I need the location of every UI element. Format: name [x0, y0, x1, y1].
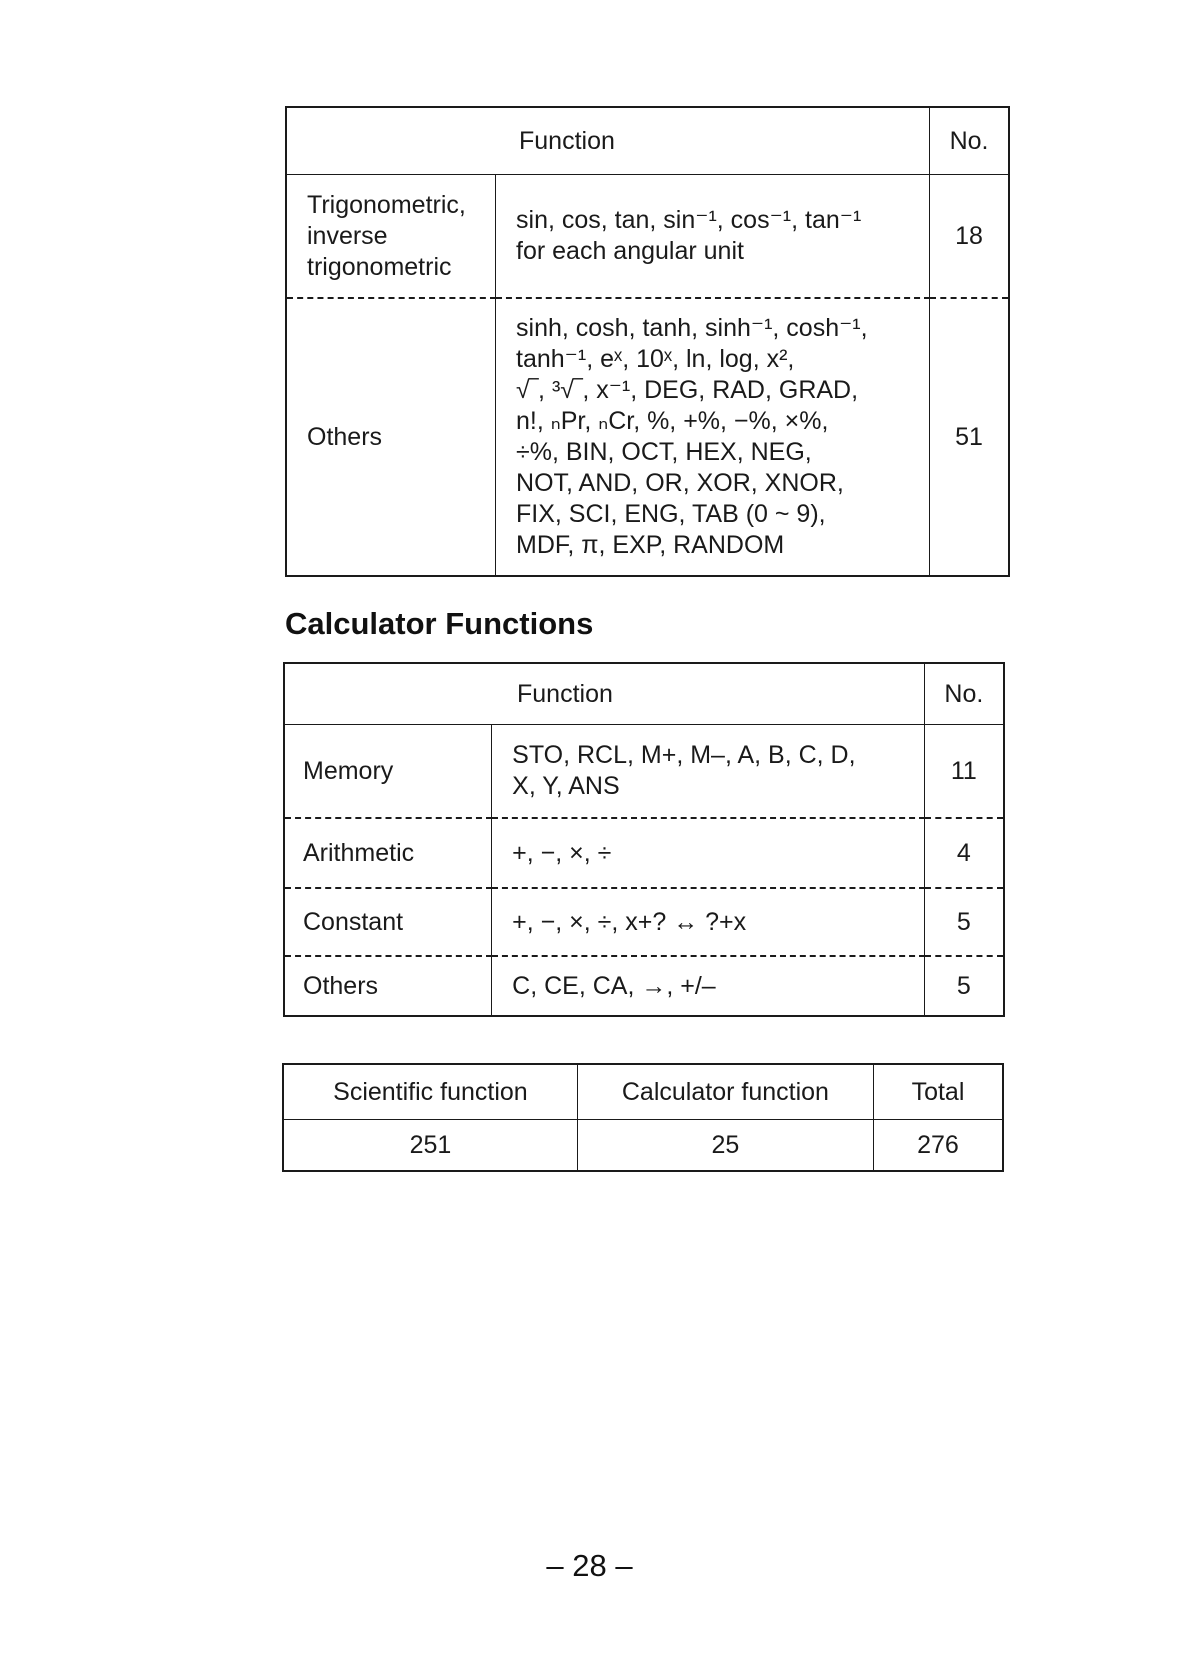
function-list-cell	[492, 956, 925, 1016]
function-line: n!, ₙPr, ₙCr, %, +%, −%, ×%,	[516, 407, 829, 435]
function-line: X, Y, ANS	[512, 772, 620, 800]
category-cell: Memory	[303, 756, 394, 785]
category-line: Others	[307, 422, 383, 451]
function-list-cell	[492, 888, 925, 956]
function-line: +, −, ×, ÷	[512, 838, 612, 867]
function-list-cell	[492, 818, 925, 888]
category-line: inverse	[307, 221, 388, 250]
function-line: sinh, cosh, tanh, sinh⁻¹, cosh⁻¹,	[516, 314, 868, 342]
count-cell: 51	[930, 298, 1009, 576]
function-line: sin, cos, tan, sin⁻¹, cos⁻¹, tan⁻¹	[516, 206, 862, 234]
count-cell: 4	[924, 818, 1004, 888]
calculator-total-value: 25	[577, 1120, 873, 1172]
grand-total-header: Total	[873, 1064, 1003, 1120]
function-line: √‾, ³√‾, x⁻¹, DEG, RAD, GRAD,	[516, 376, 859, 404]
table-row	[283, 1120, 1003, 1172]
function-line: +, −, ×, ÷, x+? ↔ ?+x	[512, 907, 747, 936]
function-totals-table	[282, 1063, 1004, 1172]
function-line: C, CE, CA, →, +/–	[512, 971, 716, 1000]
function-column-header: Function	[286, 107, 930, 175]
calculator-total-header: Calculator function	[577, 1064, 873, 1120]
function-line: MDF, π, EXP, RANDOM	[516, 531, 785, 559]
table-row	[284, 725, 1004, 819]
table-row	[286, 175, 1009, 299]
count-column-header: No.	[930, 107, 1009, 175]
section-heading: Calculator Functions	[285, 606, 594, 641]
calculator-functions-table	[283, 662, 1005, 1017]
count-cell: 18	[955, 221, 983, 250]
page-number: – 28 –	[546, 1548, 633, 1583]
category-cell	[286, 298, 496, 576]
function-column-header: Function	[284, 663, 924, 725]
function-list-cell	[492, 725, 925, 819]
count-cell: 11	[950, 756, 977, 785]
category-line: Trigonometric,	[307, 190, 466, 219]
table-row	[286, 298, 1009, 576]
table-row	[284, 956, 1004, 1016]
table-row	[284, 888, 1004, 956]
count-column-header: No.	[924, 663, 1004, 725]
table-header-row	[284, 663, 1004, 725]
table-header-row	[286, 107, 1009, 175]
table-row	[284, 818, 1004, 888]
function-list-cell	[496, 175, 930, 299]
scientific-functions-table	[285, 106, 1010, 577]
function-line: FIX, SCI, ENG, TAB (0 ~ 9),	[516, 500, 826, 528]
function-line: NOT, AND, OR, XOR, XNOR,	[516, 469, 844, 497]
function-line: STO, RCL, M+, M–, A, B, C, D,	[512, 741, 856, 769]
category-line: trigonometric	[307, 252, 452, 281]
function-list-cell	[496, 298, 930, 576]
grand-total-value: 276	[873, 1120, 1003, 1172]
function-line: tanh⁻¹, eˣ, 10ˣ, ln, log, x²,	[516, 345, 795, 373]
function-line: ÷%, BIN, OCT, HEX, NEG,	[516, 438, 812, 466]
scientific-total-value: 251	[283, 1120, 577, 1172]
count-cell: 5	[924, 888, 1004, 956]
function-line: for each angular unit	[516, 237, 744, 265]
scientific-total-header: Scientific function	[283, 1064, 577, 1120]
category-cell	[286, 175, 496, 299]
category-cell: Others	[284, 956, 492, 1016]
category-cell: Arithmetic	[284, 818, 492, 888]
category-cell: Constant	[284, 888, 492, 956]
count-cell: 5	[924, 956, 1004, 1016]
table-header-row	[283, 1064, 1003, 1120]
